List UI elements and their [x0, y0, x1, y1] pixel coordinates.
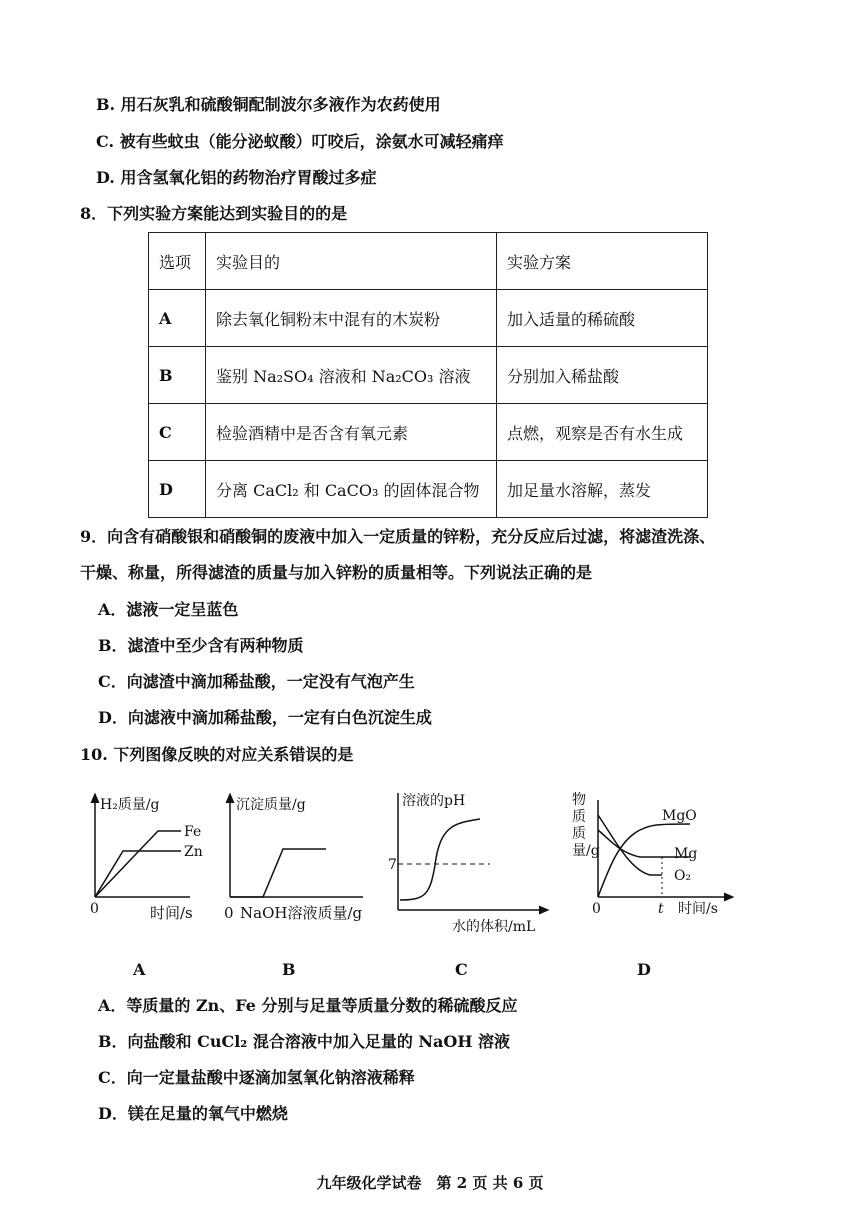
- y-tick-7: 7: [388, 857, 397, 873]
- q8-table: [148, 232, 708, 518]
- q9-option-d: D．向滤液中滴加稀盐酸，一定有白色沉淀生成: [98, 708, 432, 727]
- table-row: [149, 461, 708, 518]
- zn-line: [95, 851, 181, 897]
- table-row: [149, 290, 708, 347]
- table-cell-plan: 加足量水溶解，蒸发: [497, 461, 708, 518]
- graph-b-origin: 0: [224, 904, 234, 922]
- table-cell-goal: 分离 CaCl₂ 和 CaCO₃ 的固体混合物: [206, 461, 497, 518]
- graph-b-x-label: NaOH溶液质量/g: [240, 904, 363, 922]
- table-cell-plan: 点燃，观察是否有水生成: [497, 404, 708, 461]
- origin-label: 0: [90, 901, 99, 917]
- mg-label: Mg: [674, 846, 698, 862]
- x-axis-label: 水的体积/mL: [452, 919, 536, 935]
- y-axis-label: 沉淀质量/g: [236, 797, 306, 813]
- table-cell-plan: 分别加入稀盐酸: [497, 347, 708, 404]
- table-cell-goal: 鉴别 Na₂SO₄ 溶液和 Na₂CO₃ 溶液: [206, 347, 497, 404]
- graph-b-caption: B: [282, 960, 296, 979]
- table-cell-goal: 检验酒精中是否含有氧元素: [206, 404, 497, 461]
- table-cell-option: B: [149, 347, 206, 404]
- table-header: 实验方案: [497, 233, 708, 290]
- q9-stem-line2: 干燥、称量，所得滤渣的质量与加入锌粉的质量相等。下列说法正确的是: [80, 563, 593, 582]
- q9-stem-line1: 9．向含有硝酸银和硝酸铜的废液中加入一定质量的锌粉，充分反应后过滤，将滤渣洗涤、: [80, 527, 716, 546]
- q9-option-b: B．滤渣中至少含有两种物质: [98, 636, 304, 655]
- ph-curve: [400, 819, 480, 900]
- graph-d-caption: D: [637, 960, 651, 979]
- table-header-row: [149, 233, 708, 290]
- x-tick-t: t: [658, 901, 664, 917]
- table-cell-plan: 加入适量的稀硫酸: [497, 290, 708, 347]
- o2-curve: [598, 815, 662, 875]
- table-header: 实验目的: [206, 233, 497, 290]
- q7-option-b: B. 用石灰乳和硫酸铜配制波尔多液作为农药使用: [96, 95, 441, 114]
- zn-label: Zn: [184, 844, 203, 860]
- table-header: 选项: [149, 233, 206, 290]
- o2-label: O₂: [674, 868, 692, 884]
- q10-option-a: A．等质量的 Zn、Fe 分别与足量等质量分数的稀硫酸反应: [98, 996, 518, 1015]
- q10-option-c: C．向一定量盐酸中逐滴加氢氧化钠溶液稀释: [98, 1068, 415, 1087]
- page-footer: 九年级化学试卷 第 2 页 共 6 页: [316, 1174, 544, 1192]
- q9-option-c: C．向滤渣中滴加稀盐酸，一定没有气泡产生: [98, 672, 415, 691]
- q7-option-d: D. 用含氢氧化铝的药物治疗胃酸过多症: [96, 168, 377, 187]
- mgo-label: MgO: [662, 808, 697, 824]
- graph-c-caption: C: [455, 960, 468, 979]
- table-cell-option: A: [149, 290, 206, 347]
- q10-option-d: D．镁在足量的氧气中燃烧: [98, 1104, 288, 1123]
- table-row: [149, 347, 708, 404]
- graph-d-y-label: 物质质量/g: [572, 792, 600, 859]
- graph-a-caption: A: [133, 960, 146, 979]
- q7-option-c: C. 被有些蚊虫（能分泌蚁酸）叮咬后，涂氨水可减轻痛痒: [96, 132, 504, 151]
- y-axis-label: H₂质量/g: [100, 797, 160, 813]
- table-cell-option: C: [149, 404, 206, 461]
- q10-option-b: B．向盐酸和 CuCl₂ 混合溶液中加入足量的 NaOH 溶液: [98, 1032, 511, 1051]
- table-cell-option: D: [149, 461, 206, 518]
- graph-c: [380, 785, 550, 940]
- q10-stem: 10. 下列图像反映的对应关系错误的是: [80, 745, 354, 764]
- x-axis-label: 时间/s: [678, 901, 718, 917]
- fe-label: Fe: [184, 824, 202, 840]
- q8-stem: 8．下列实验方案能达到实验目的的是: [80, 204, 348, 223]
- graph-a-x-label: 时间/s: [150, 904, 193, 922]
- y-axis-label: 溶液的pH: [402, 793, 466, 809]
- table-cell-goal: 除去氧化铜粉末中混有的木炭粉: [206, 290, 497, 347]
- table-row: [149, 404, 708, 461]
- q9-option-a: A．滤液一定呈蓝色: [98, 600, 239, 619]
- precipitate-line: [230, 849, 326, 897]
- origin-label: 0: [592, 901, 601, 917]
- fe-line: [95, 831, 181, 897]
